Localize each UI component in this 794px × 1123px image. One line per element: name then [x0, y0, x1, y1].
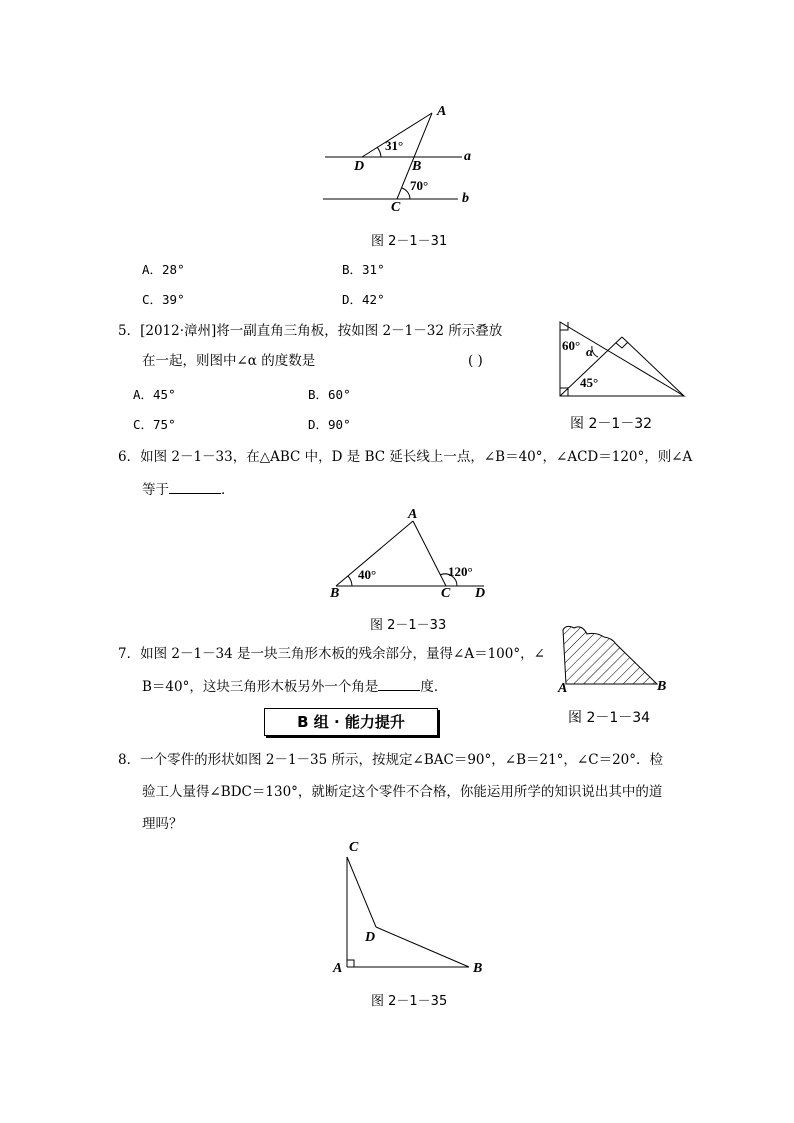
section-header-b: B 组 · 能力提升	[264, 708, 438, 736]
q4-option-A: A．28°	[142, 262, 185, 277]
q6-angle-120: 120°	[448, 564, 473, 579]
right-angle-A	[347, 960, 354, 967]
label-C: C	[391, 200, 401, 215]
q5-answer-paren: ( )	[468, 353, 483, 369]
label-B: B	[412, 159, 422, 174]
label-D: D	[354, 159, 365, 174]
q8-label-D: D	[365, 930, 376, 945]
q4-option-B: B．31°	[342, 262, 385, 277]
q5-angle-alpha: α	[586, 344, 594, 359]
label-b: b	[462, 191, 469, 206]
angle-70: 70°	[410, 178, 429, 193]
label-a: a	[464, 149, 471, 164]
angle-31: 31°	[385, 138, 404, 153]
q6-label-D: D	[475, 586, 486, 601]
q5-angle-45: 45°	[580, 375, 599, 390]
q8-label-B: B	[473, 961, 483, 976]
q6-label-C: C	[441, 586, 451, 601]
q6-label-A: A	[408, 507, 418, 522]
q6-angle-40: 40°	[358, 567, 377, 582]
caption-2-1-33: 图 2－1－33	[370, 618, 447, 633]
q5-line-2: 在一起，则图中∠α 的度数是	[142, 353, 316, 369]
q4-option-D: D．42°	[342, 292, 385, 307]
caption-2-1-34: 图 2－1－34	[568, 710, 651, 726]
q8-label-A: A	[333, 961, 343, 976]
q7-line-2: B＝40°，这块三角形木板另外一个角是 度．	[142, 679, 448, 695]
caption-2-1-32: 图 2－1－32	[570, 416, 653, 432]
q5-option-C: C．75°	[133, 417, 176, 432]
q6-label-B: B	[330, 586, 340, 601]
q5-option-A: A．45°	[133, 387, 176, 402]
q8-line-1: 8．一个零件的形状如图 2－1－35 所示，按规定∠BAC＝90°，∠B＝21°，∠C＝20°．检	[118, 752, 663, 768]
q7-label-A: A	[558, 681, 568, 696]
q8-line-3: 理吗？	[142, 816, 183, 832]
q7-line-1: 7．如图 2－1－34 是一块三角形木板的残余部分，量得∠A＝100°，∠	[118, 646, 545, 662]
q4-option-C: C．39°	[142, 292, 185, 307]
q5-angle-60: 60°	[562, 338, 581, 353]
caption-2-1-31: 图 2－1－31	[371, 234, 448, 249]
q6-line-1: 6．如图 2－1－33，在△ABC 中，D 是 BC 延长线上一点，∠B＝40°，∠ACD＝120°，则∠A	[118, 449, 693, 465]
label-A: A	[437, 104, 447, 119]
caption-2-1-35: 图 2－1－35	[371, 994, 448, 1009]
q7-label-B: B	[657, 679, 667, 694]
q8-label-C: C	[349, 840, 359, 855]
q5-option-B: B．60°	[308, 387, 351, 402]
q5-option-D: D．90°	[308, 417, 351, 432]
q8-line-2: 验工人量得∠BDC＝130°，就断定这个零件不合格，你能运用所学的知识说出其中的道	[142, 784, 663, 800]
q5-line-1: 5．[2012·漳州]将一副直角三角板，按如图 2－1－32 所示叠放	[118, 323, 503, 339]
segment-DB	[376, 927, 469, 967]
q6-line-2: 等于 ．	[142, 482, 235, 498]
segment-CD	[347, 857, 376, 927]
